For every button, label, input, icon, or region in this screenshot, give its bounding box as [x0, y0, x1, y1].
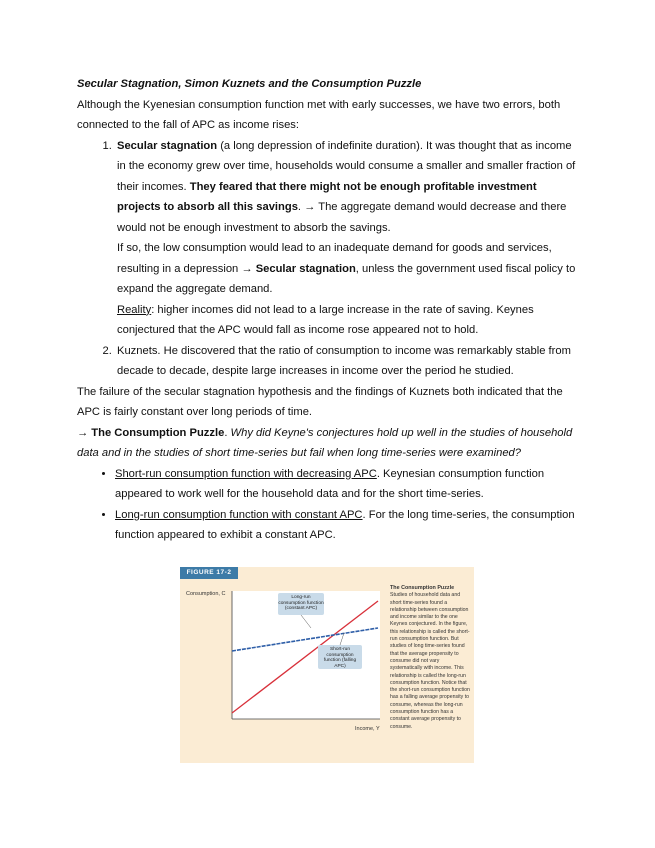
item1-text-a: (a long depression of indefinite duration). It was thought that as income in the economy grew over time, households would consume a smaller and smaller fraction of their incomes. [117, 139, 576, 193]
puzzle-term: The Consumption Puzzle [91, 426, 225, 439]
figure-17-2 [180, 567, 474, 763]
arrow: → [77, 426, 92, 439]
errors-list [77, 136, 577, 382]
document-body [77, 74, 577, 546]
short-run-label-wrap [318, 645, 362, 669]
consumption-bullets [77, 464, 577, 546]
caption-text: Studies of household data and short time-series found a relationship between consumption and income similar to the one Keynes conjectured. In the figure, this relationship is called the short-run consumption function. But studies of long time-series found that the average propensity to consume did not vary systematically with income. This relationship is called the long-run consumption function. Notice that the short-run consumption function has a falling average propensity to consume, whereas the long-run consumption function has a constant average propensity to consume. [390, 592, 470, 730]
item1-text-c: If so, the low consumption would lead to an inadequate demand for goods and services, resulting in a depression → [117, 242, 552, 275]
list-item [115, 505, 577, 546]
puzzle-paragraph [77, 423, 577, 464]
x-axis-label: Income, Y [355, 726, 380, 732]
consumption-chart [180, 567, 390, 763]
item2-text: Kuznets. He discovered that the ratio of consumption to income was remarkably stable from decade to decade, despite large increases in income over the period he studied. [117, 344, 571, 377]
list-item [115, 136, 577, 341]
bullet-1-text: . Keynesian consumption function appeared to work well for the household data and for the short time-series. [115, 467, 545, 500]
intro-paragraph: Although the Kyenesian consumption function met with early successes, we have two errors, both connected to the fall of APC as income rises: [77, 98, 561, 131]
long-run-label: Long-run consumption function (constant APC) [278, 595, 324, 611]
item1-text-d: , unless the government used fiscal policy to expand the aggregate demand. [117, 262, 576, 295]
item1-bold-a: They feared that there might not be enough profitable investment projects to absorb all this savings [117, 180, 537, 213]
section-title: Secular Stagnation, Simon Kuznets and the Consumption Puzzle [77, 78, 422, 90]
figure-label: FIGURE 17-2 [180, 567, 238, 579]
bullet-2-text: . For the long time-series, the consumption function appeared to exhibit a constant APC. [115, 508, 575, 541]
caption-title: The Consumption Puzzle [390, 585, 455, 591]
puzzle-dot: . [224, 426, 231, 439]
item1-text-e: : higher incomes did not lead to a large increase in the rate of saving. Keynes conjectured that the APC would fall as income rose appeared not to hold. [117, 303, 534, 336]
bullet-2-underlined: Long-run consumption function with constant APC [115, 508, 363, 521]
y-axis-label: Consumption, C [186, 591, 226, 597]
bullet-1-underlined: Short-run consumption function with decreasing APC [115, 467, 377, 480]
item1-bold-b: Secular stagnation [255, 262, 356, 275]
conclusion-paragraph: The failure of the secular stagnation hypothesis and the findings of Kuznets both indicated that the APC is fairly constant over long periods of time. [77, 385, 563, 418]
item1-text-b: . → The aggregate demand would decrease and there would not be enough investment to absorb the savings. [117, 201, 567, 234]
puzzle-question: Why did Keyne's conjectures hold up well in the studies of household data and in the studies of short time-series but fail when long time-series were examined? [77, 426, 573, 459]
long-run-label-wrap [278, 593, 324, 615]
short-run-label: Short-run consumption function (falling APC) [323, 647, 357, 669]
list-item [115, 341, 577, 382]
term-secular-stagnation: Secular stagnation [117, 139, 218, 152]
list-item [115, 464, 577, 505]
reality-label: Reality [117, 303, 152, 316]
figure-caption [390, 585, 472, 731]
